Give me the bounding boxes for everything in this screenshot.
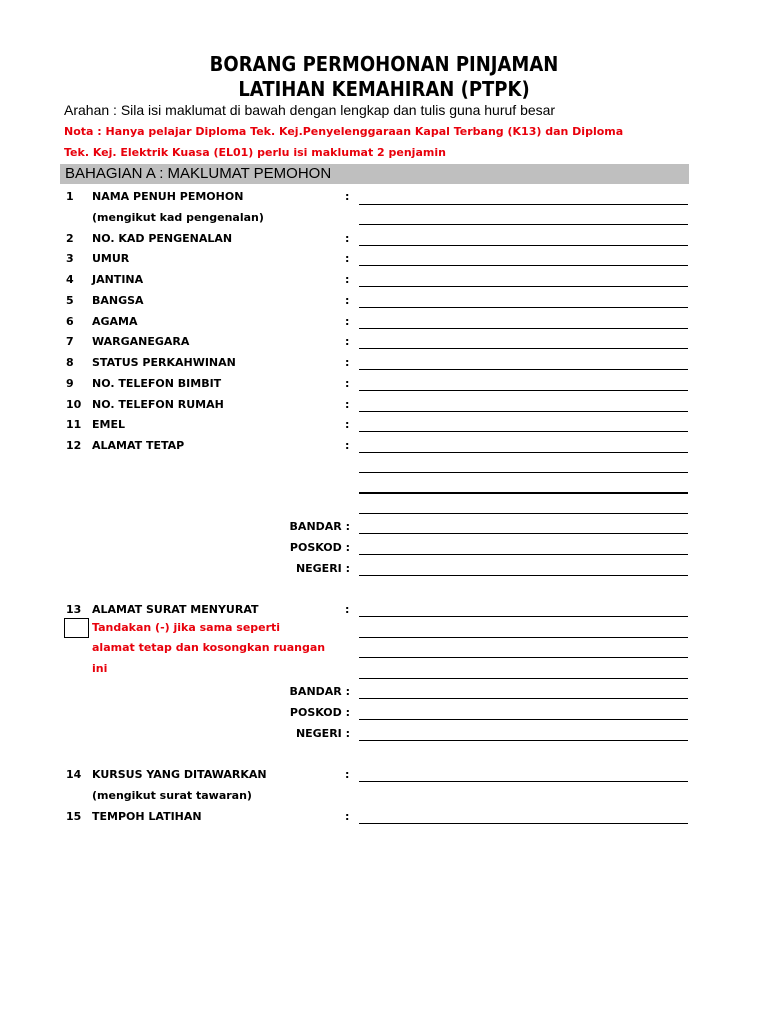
same-address-note-line3: ini xyxy=(92,662,108,675)
agama-input-line[interactable] xyxy=(359,328,688,329)
alamat-surat-bandar-input-line[interactable] xyxy=(359,698,688,699)
field-sublabel-kursus: (mengikut surat tawaran) xyxy=(92,789,252,802)
field-colon: : xyxy=(345,232,350,245)
field-colon: : xyxy=(345,418,350,431)
alamat-tetap-poskod-input-line[interactable] xyxy=(359,554,688,555)
alamat-surat-negeri-input-line[interactable] xyxy=(359,740,688,741)
alamat-tetap-input-line-1[interactable] xyxy=(359,452,688,453)
bandar-label: BANDAR : xyxy=(289,685,350,698)
field-label-agama: AGAMA xyxy=(92,315,138,328)
alamat-surat-poskod-input-line[interactable] xyxy=(359,719,688,720)
field-number: 6 xyxy=(66,315,74,328)
alamat-surat-input-line-4[interactable] xyxy=(359,678,688,679)
field-number: 14 xyxy=(66,768,82,781)
field-number: 13 xyxy=(66,603,82,616)
field-colon: : xyxy=(345,356,350,369)
bangsa-input-line[interactable] xyxy=(359,307,688,308)
field-number: 1 xyxy=(66,190,74,203)
field-label-kad-pengenalan: NO. KAD PENGENALAN xyxy=(92,232,233,245)
field-label-warganegara: WARGANEGARA xyxy=(92,335,190,348)
alamat-surat-input-line-3[interactable] xyxy=(359,657,688,658)
status-perkahwinan-input-line[interactable] xyxy=(359,369,688,370)
section-a-title: BAHAGIAN A : MAKLUMAT PEMOHON xyxy=(65,165,332,182)
field-label-telefon-bimbit: NO. TELEFON BIMBIT xyxy=(92,377,222,390)
field-number: 5 xyxy=(66,294,74,307)
note-line2: Tek. Kej. Elektrik Kuasa (EL01) perlu isi maklumat 2 penjamin xyxy=(64,146,446,159)
field-colon: : xyxy=(345,603,350,616)
alamat-surat-input-line-2[interactable] xyxy=(359,637,688,638)
field-label-telefon-rumah: NO. TELEFON RUMAH xyxy=(92,398,224,411)
field-number: 12 xyxy=(66,439,82,452)
kad-pengenalan-input-line[interactable] xyxy=(359,245,688,246)
negeri-label: NEGERI : xyxy=(295,562,350,575)
form-title-line1: BORANG PERMOHONAN PINJAMAN xyxy=(209,52,559,76)
warganegara-input-line[interactable] xyxy=(359,348,688,349)
telefon-bimbit-input-line[interactable] xyxy=(359,390,688,391)
instruction-text: Arahan : Sila isi maklumat di bawah dengan lengkap dan tulis guna huruf besar xyxy=(64,102,556,118)
form-title-line2: LATIHAN KEMAHIRAN (PTPK) xyxy=(238,77,530,101)
field-colon: : xyxy=(345,810,350,823)
nama-penuh-input-line-2[interactable] xyxy=(359,224,688,225)
field-label-bangsa: BANGSA xyxy=(92,294,144,307)
field-number: 15 xyxy=(66,810,82,823)
telefon-rumah-input-line[interactable] xyxy=(359,411,688,412)
field-colon: : xyxy=(345,190,350,203)
field-label-tempoh-latihan: TEMPOH LATIHAN xyxy=(92,810,202,823)
section-a-header xyxy=(60,164,689,184)
field-label-alamat-surat-menyurat: ALAMAT SURAT MENYURAT xyxy=(92,603,259,616)
note-line1: Nota : Hanya pelajar Diploma Tek. Kej.Penyelenggaraan Kapal Terbang (K13) dan Diploma xyxy=(64,125,624,138)
jantina-input-line[interactable] xyxy=(359,286,688,287)
field-number: 7 xyxy=(66,335,74,348)
field-colon: : xyxy=(345,398,350,411)
field-number: 11 xyxy=(66,418,82,431)
field-number: 4 xyxy=(66,273,74,286)
alamat-tetap-input-line-2[interactable] xyxy=(359,472,688,473)
field-number: 3 xyxy=(66,252,74,265)
field-colon: : xyxy=(345,377,350,390)
field-label-status-perkahwinan: STATUS PERKAHWINAN xyxy=(92,356,236,369)
negeri-label: NEGERI : xyxy=(295,727,350,740)
field-number: 2 xyxy=(66,232,74,245)
field-number: 9 xyxy=(66,377,74,390)
same-address-note-line1: Tandakan (-) jika sama seperti xyxy=(92,621,281,634)
alamat-tetap-negeri-input-line[interactable] xyxy=(359,575,688,576)
field-colon: : xyxy=(345,252,350,265)
alamat-tetap-bandar-input-line[interactable] xyxy=(359,533,688,534)
same-address-checkbox[interactable] xyxy=(64,618,89,638)
field-colon: : xyxy=(345,294,350,307)
tempoh-latihan-input-line[interactable] xyxy=(359,823,688,824)
field-label-nama-penuh: NAMA PENUH PEMOHON xyxy=(92,190,244,203)
field-label-alamat-tetap: ALAMAT TETAP xyxy=(92,439,185,452)
emel-input-line[interactable] xyxy=(359,431,688,432)
field-label-emel: EMEL xyxy=(92,418,125,431)
field-label-jantina: JANTINA xyxy=(92,273,144,286)
bandar-label: BANDAR : xyxy=(289,520,350,533)
field-label-umur: UMUR xyxy=(92,252,130,265)
umur-input-line[interactable] xyxy=(359,265,688,266)
kursus-input-line[interactable] xyxy=(359,781,688,782)
poskod-label: POSKOD : xyxy=(289,706,350,719)
alamat-surat-input-line-1[interactable] xyxy=(359,616,688,617)
nama-penuh-input-line-1[interactable] xyxy=(359,204,688,205)
field-label-kursus: KURSUS YANG DITAWARKAN xyxy=(92,768,267,781)
field-number: 10 xyxy=(66,398,82,411)
field-sublabel-nama: (mengikut kad pengenalan) xyxy=(92,211,264,224)
field-number: 8 xyxy=(66,356,74,369)
field-colon: : xyxy=(345,315,350,328)
field-colon: : xyxy=(345,273,350,286)
field-colon: : xyxy=(345,335,350,348)
alamat-tetap-input-line-4[interactable] xyxy=(359,513,688,514)
alamat-tetap-input-line-3[interactable] xyxy=(359,492,688,494)
poskod-label: POSKOD : xyxy=(289,541,350,554)
same-address-note-line2: alamat tetap dan kosongkan ruangan xyxy=(92,641,326,654)
field-colon: : xyxy=(345,439,350,452)
field-colon: : xyxy=(345,768,350,781)
